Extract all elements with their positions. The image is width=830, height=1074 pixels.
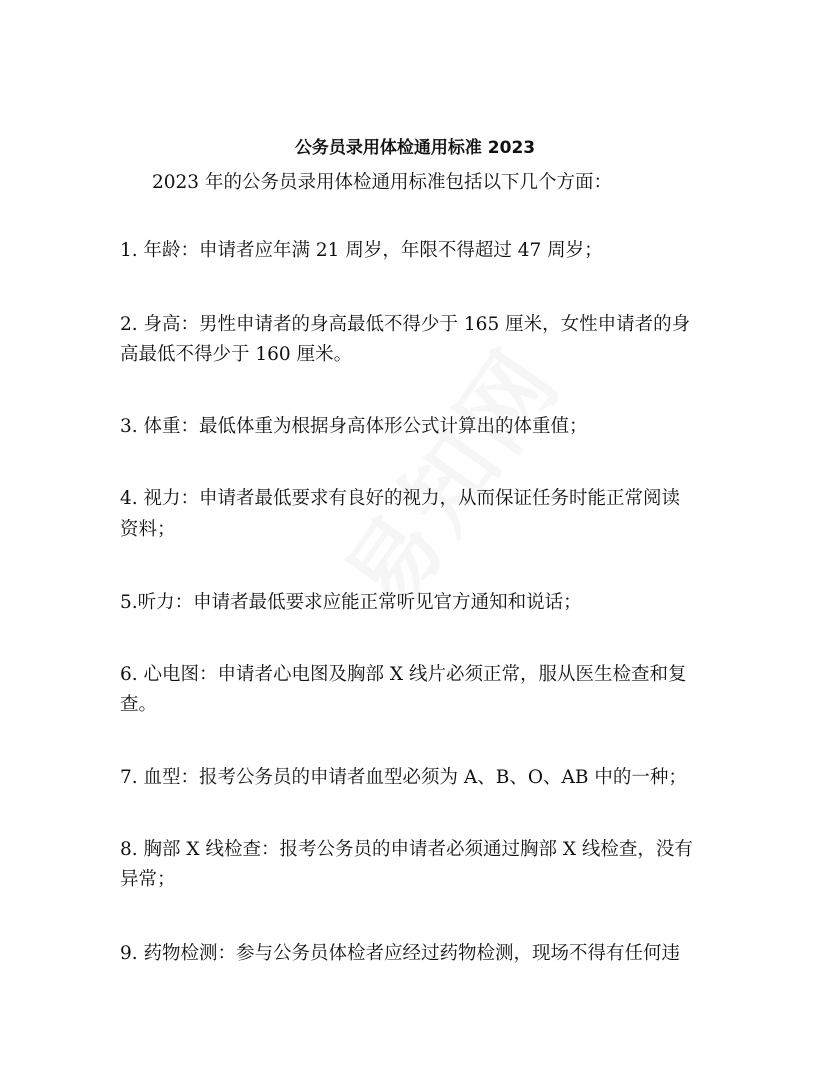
item-6-line-1: 6. 心电图：申请者心电图及胸部 X 线片必须正常，服从医生检查和复 bbox=[120, 664, 687, 685]
item-3-line-1: 3. 体重：最低体重为根据身高体形公式计算出的体重值； bbox=[120, 416, 588, 437]
item-4-line-1: 4. 视力：申请者最低要求有良好的视力，从而保证任务时能正常阅读 bbox=[120, 488, 681, 509]
page-title: 公务员录用体检通用标准 2023 bbox=[294, 138, 536, 158]
item-2-line-2: 高最低不得少于 160 厘米。 bbox=[120, 344, 353, 365]
item-7-line-1: 7. 血型：报考公务员的申请者血型必须为 A、B、O、AB 中的一种； bbox=[120, 767, 687, 788]
item-9-line-1: 9. 药物检测：参与公务员体检者应经过药物检测，现场不得有任何违 bbox=[120, 943, 681, 964]
item-8-line-2: 异常； bbox=[120, 869, 176, 890]
item-4-line-2: 资料； bbox=[120, 519, 176, 540]
item-8-line-1: 8. 胸部 X 线检查：报考公务员的申请者必须通过胸部 X 线检查，没有 bbox=[120, 839, 693, 860]
item-1-line-1: 1. 年龄：申请者应年满 21 周岁，年限不得超过 47 周岁； bbox=[120, 240, 603, 261]
item-2-line-1: 2. 身高：男性申请者的身高最低不得少于 165 厘米，女性申请者的身 bbox=[120, 314, 691, 335]
intro-paragraph: 2023 年的公务员录用体检通用标准包括以下几个方面： bbox=[152, 172, 612, 193]
item-5-line-1: 5.听力：申请者最低要求应能正常听见官方通知和说话； bbox=[120, 592, 582, 613]
item-6-line-2: 查。 bbox=[120, 694, 158, 715]
